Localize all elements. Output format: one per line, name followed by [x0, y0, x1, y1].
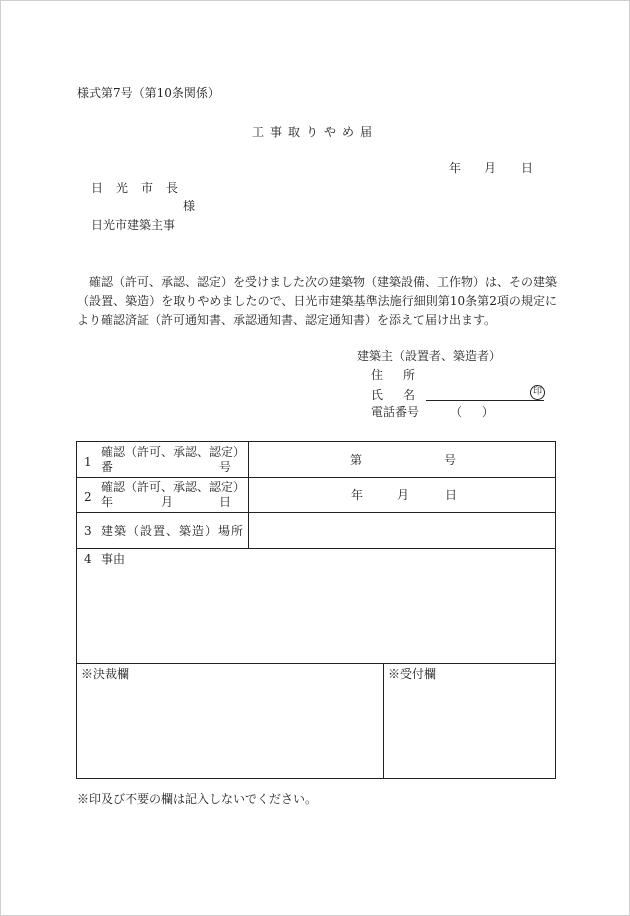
document-title: 工事取りやめ届 — [251, 125, 378, 139]
addressee-honorific: 様 — [183, 199, 196, 213]
row1-value-dai[interactable]: 第 — [350, 453, 363, 467]
applicant-phone-area-code: （ ） — [450, 405, 502, 419]
row1-label-top: 確認（許可、承認、認定） — [101, 445, 246, 459]
applicant-phone-label: 電話番号 — [371, 405, 420, 419]
row1-value-gou[interactable]: 号 — [444, 453, 457, 467]
form-table — [76, 441, 556, 779]
row-divider — [77, 548, 555, 549]
applicant-name-line[interactable] — [426, 400, 544, 401]
row2-number: 2 — [84, 490, 92, 504]
row4-label: 事由 — [101, 552, 126, 566]
row1-label-number-b: 号 — [219, 460, 232, 474]
applicant-name-label: 氏名 — [371, 388, 436, 402]
addressee-mayor: 日光市長 — [91, 181, 192, 195]
footnote: ※印及び不要の欄は記入しないでください。 — [77, 792, 318, 806]
notice-body-text: 確認（許可、承認、認定）を受けました次の建築物（建築設備、工作物）は、その建築（設置、築造）を取りやめましたので、日光市建築基準法施行細則第10条第2項の規定により確認済証（許可通知書、承認通知書、認定通知書）を添えて届け出ます。 — [77, 275, 558, 327]
applicant-heading: 建築主（設置者、築造者） — [357, 349, 502, 363]
row2-label-top: 確認（許可、承認、認定） — [101, 480, 246, 494]
row1-number: 1 — [84, 455, 92, 469]
row2-value-day[interactable]: 日 — [445, 488, 458, 502]
row1-label-number-a: 番 — [101, 460, 114, 474]
date-month: 月 — [484, 161, 497, 175]
applicant-address-label: 住所 — [371, 368, 436, 382]
column-divider — [383, 663, 384, 779]
addressee-building-official: 日光市建築主事 — [91, 218, 176, 232]
row-divider — [77, 663, 555, 664]
seal-mark-icon: 印 — [530, 385, 545, 400]
row3-number: 3 — [84, 524, 92, 538]
reception-box-label: ※受付欄 — [388, 667, 437, 681]
date-day: 日 — [521, 161, 534, 175]
form-number-label: 様式第7号（第10条関係） — [77, 86, 220, 100]
row2-value-year[interactable]: 年 — [351, 488, 364, 502]
row2-label-year: 年 — [101, 495, 114, 509]
row-divider — [77, 477, 555, 478]
notice-body — [77, 273, 557, 330]
row3-label: 建築（設置、築造）場所 — [101, 524, 245, 538]
row2-value-month[interactable]: 月 — [397, 488, 410, 502]
row4-number: 4 — [84, 552, 92, 566]
date-year: 年 — [449, 161, 462, 175]
row2-label-day: 日 — [219, 495, 232, 509]
row2-label-month: 月 — [161, 495, 174, 509]
row3-value-field[interactable] — [249, 513, 555, 547]
decision-box-label: ※決裁欄 — [81, 667, 130, 681]
